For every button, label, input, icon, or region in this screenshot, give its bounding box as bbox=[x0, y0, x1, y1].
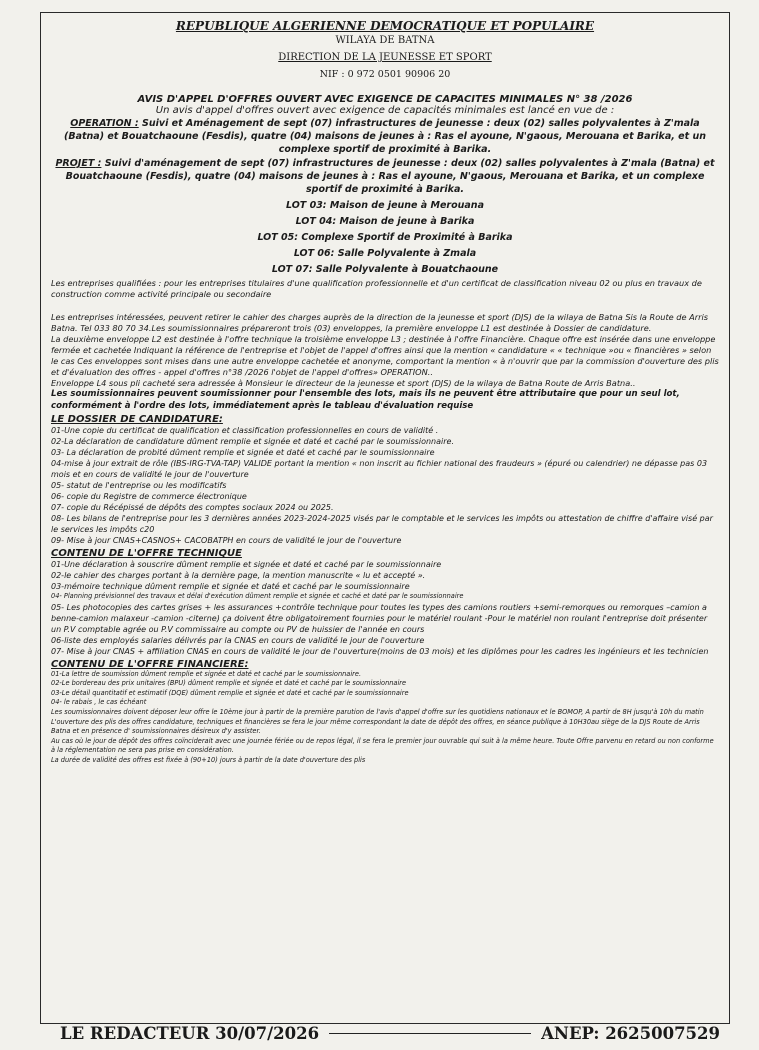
candidature-heading: LE DOSSIER DE CANDIDATURE: bbox=[51, 414, 223, 425]
projet-label: PROJET : bbox=[55, 158, 102, 169]
projet-paragraph bbox=[51, 157, 719, 196]
candidature-item: 08- Les bilans de l'entreprise pour les 3 dernières années 2023-2024-2025 visés par le comptable et le services les impôts ou attestation de chiffre d'affaire visé par le services les impôts c20 bbox=[51, 514, 713, 534]
lot-item: LOT 03: Maison de jeune à Merouana bbox=[286, 200, 484, 211]
technique-item: 05- Les photocopies des cartes grises + les assurances +contrôle technique pour toutes les types des camions routiers +semi-remorques ou remorques –camion a benne-camion malaxeur -camion -citerne) ça doivent être obligatoirement fournies pour le matériel roulant -Pour le matériel non roulant l'entreprise doit présenter un P.V comptable agrée ou P.V commissaire au compte ou PV de huissier de l'année en cours bbox=[51, 602, 708, 634]
candidature-item: 06- copie du Registre de commerce électronique bbox=[51, 492, 247, 501]
republic-heading: REPUBLIQUE ALGERIENNE DEMOCRATIQUE ET POPULAIRE bbox=[175, 19, 595, 33]
deposit-paragraph: Les soumissionnaires doivent déposer leur offre le 10ème jour à partir de la première parution de l'avis d'appel d'offre sur les quotidiens nationaux et le BOMOP, A partir de 8H jusqu'à 10h du matin bbox=[51, 707, 704, 716]
lots-rule-paragraph: Les soumissionnaires peuvent soumissionner pour l'ensemble des lots, mais ils ne peuvent être attributaire que pour un seul lot, conformément à l'ordre des lots, immédiatement après le tableau d'évaluation requise bbox=[51, 389, 680, 411]
anep-number: ANEP: 2625007529 bbox=[541, 1023, 720, 1043]
direction-heading: DIRECTION DE LA JEUNESSE ET SPORT bbox=[278, 52, 492, 63]
technique-item: 01-Une déclaration à souscrire dûment remplie et signée et daté et caché par le soumissionnaire bbox=[51, 560, 442, 569]
envelopes-paragraph: La deuxième enveloppe L2 est destinée à l'offre technique la troisième enveloppe L3 ; destinée à l'offre Financière. Chaque offre est insérée dans une enveloppe fermée et cachetée Indiquant la référence de l'entreprise et l'objet de l'appel d'offres ainsi que la mention « candidature « « technique »ou « financières » selon le cas Ces enveloppes sont mises dans une autre enveloppe cachetée et anonyme, comportant la mention « à n'ouvrir que par la commission d'ouverture des plis et d'évaluation des offres - appel d'offres n°38 /2026 l'objet de l'appel d'offres» OPERATION.. bbox=[51, 334, 719, 377]
withdrawal-paragraph: Les entreprises intéressées, peuvent retirer le cahier des charges auprès de la direction de la jeunesse et sport (DJS) de la wilaya de Batna Sis la Route de Arris Batna. Tel 033 80 70 34.Les soumissionnaires prépareront trois (03) enveloppes, la première enveloppe L1 est destinée à Dossier de candidature. bbox=[51, 312, 708, 333]
lot-item: LOT 05: Complexe Sportif de Proximité à Barika bbox=[257, 232, 513, 243]
candidature-item: 01-Une copie du certificat de qualification et classification professionnelles en cours de validité . bbox=[51, 426, 439, 435]
lots-list bbox=[51, 198, 719, 278]
redacteur-date: LE REDACTEUR 30/07/2026 bbox=[60, 1023, 320, 1043]
projet-text: Suivi d'aménagement de sept (07) infrastructures de jeunesse : deux (02) salles polyvalentes à Z'mala (Batna) et Bouatchaoune (Fesdis), quatre (04) maisons de jeunes à : Ras el ayoune, N'gaous, Merouana et Barika, et un complexe sportif de proximité à Barika. bbox=[65, 158, 715, 195]
qualified-companies: Les entreprises qualifiées : pour les entreprises titulaires d'une qualification professionnelle et d'un certificat de classification niveau 02 ou plus en travaux de construction comme activité principale ou secondaire bbox=[51, 278, 702, 299]
wilaya-heading: WILAYA DE BATNA bbox=[335, 35, 435, 46]
candidature-item: 02-La déclaration de candidature dûment remplie et signée et daté et caché par le soumissionnaire. bbox=[51, 437, 454, 446]
operation-paragraph bbox=[51, 117, 719, 156]
tender-notice bbox=[40, 12, 730, 1024]
technique-item: 02-le cahier des charges portant à la dernière page, la mention manuscrite « lu et accepté ». bbox=[51, 571, 426, 580]
technique-item: 03-mémoire technique dûment remplie et signée et daté et caché par le soumissionnaire bbox=[51, 582, 410, 591]
notice-title: AVIS D'APPEL D'OFFRES OUVERT AVEC EXIGENCE DE CAPACITES MINIMALES N° 38 /2026 bbox=[137, 94, 633, 105]
notice-intro: Un avis d'appel d'offres ouvert avec exigence de capacités minimales est lancé en vue de : bbox=[155, 105, 615, 116]
lot-item: LOT 04: Maison de jeune à Barika bbox=[295, 216, 475, 227]
candidature-item: 04-mise à jour extrait de rôle (IBS-IRG-TVA-TAP) VALIDE portant la mention « non inscrit au fichier national des fraudeurs » (épuré ou calendrier) ne dépasse pas 03 mois et en cours de validité le jour de l'ouverture bbox=[51, 459, 708, 479]
candidature-item: 05- statut de l'entreprise ou les modificatifs bbox=[51, 481, 227, 490]
footer-divider bbox=[329, 1033, 531, 1034]
technique-item: 04- Planning prévisionnel des travaux et délai d'exécution dûment remplie et signée et caché et daté par le soumissionnaire bbox=[51, 592, 464, 600]
validity-paragraph: La durée de validité des offres est fixée à (90+10) jours à partir de la date d'ouverture des plis bbox=[51, 755, 366, 764]
candidature-item: 07- copie du Récépissé de dépôts des comptes sociaux 2024 ou 2025. bbox=[51, 503, 334, 512]
opening-paragraph: L'ouverture des plis des offres candidature, techniques et financières se fera le jour même correspondant la date de dépôt des offres, en séance publique à 10H30au siège de la DJS Route de Arris Batna et en présence d' soumissionnaires désireux d'y assister. bbox=[51, 717, 700, 736]
financiere-item: 02-Le bordereau des prix unitaires (BPU) dûment remplie et signée et daté et caché par le soumissionnaire bbox=[51, 679, 407, 688]
technique-item: 07- Mise à jour CNAS + affiliation CNAS en cours de validité le jour de l'ouverture(moins de 03 mois) et les diplômes pour les cadres les ingénieurs et les technicien bbox=[51, 646, 709, 656]
financiere-item: 04- le rabais , le cas échéant bbox=[51, 698, 147, 707]
lot-item: LOT 06: Salle Polyvalente à Zmala bbox=[293, 248, 477, 259]
lot-item: LOT 07: Salle Polyvalente à Bouatchaoune bbox=[271, 264, 499, 275]
candidature-item: 09- Mise à jour CNAS+CASNOS+ CACOBATPH en cours de validité le jour de l'ouverture bbox=[51, 536, 402, 545]
financiere-item: 01-La lettre de soumission dûment remplie et signée et daté et caché par le soumissionnaire. bbox=[51, 669, 362, 678]
technique-heading: CONTENU DE L'OFFRE TECHNIQUE bbox=[51, 548, 242, 559]
envelope-l4-paragraph: Enveloppe L4 sous pli cacheté sera adressée à Monsieur le directeur de la jeunesse et sport (DJS) de la wilaya de Batna Route de Arris Batna.. bbox=[51, 378, 636, 388]
holiday-paragraph: Au cas où le jour de dépôt des offres coïnciderait avec une journée fériée ou de repos légal, il se fera le premier jour ouvrable qui suit à la même heure. Toute Offre parvenu en retard ou non conforme à la réglementation ne sera pas prise en considération. bbox=[51, 736, 714, 755]
operation-text: Suivi et Aménagement de sept (07) infrastructures de jeunesse : deux (02) salles polyvalentes à Z'mala (Batna) et Bouatchaoune (Fesdis), quatre (04) maisons de jeunes à : Ras el ayoune, N'gaous, Merouana et Barika, et un complexe sportif de proximité à Barika. bbox=[63, 118, 706, 155]
operation-label: OPERATION : bbox=[70, 118, 139, 129]
financiere-item: 03-Le détail quantitatif et estimatif (DQE) dûment remplie et signée et daté et caché par le soumissionnaire bbox=[51, 688, 409, 697]
technique-item: 06-liste des employés salaries délivrés par la CNAS en cours de validité le jour de l'ouverture bbox=[51, 635, 425, 645]
nif-number: NIF : 0 972 0501 90906 20 bbox=[319, 69, 451, 80]
footer bbox=[60, 1019, 720, 1047]
financiere-heading: CONTENU DE L'OFFRE FINANCIERE: bbox=[51, 658, 249, 670]
candidature-item: 03- La déclaration de probité dûment remplie et signée et daté et caché par le soumissionnaire bbox=[51, 448, 435, 457]
